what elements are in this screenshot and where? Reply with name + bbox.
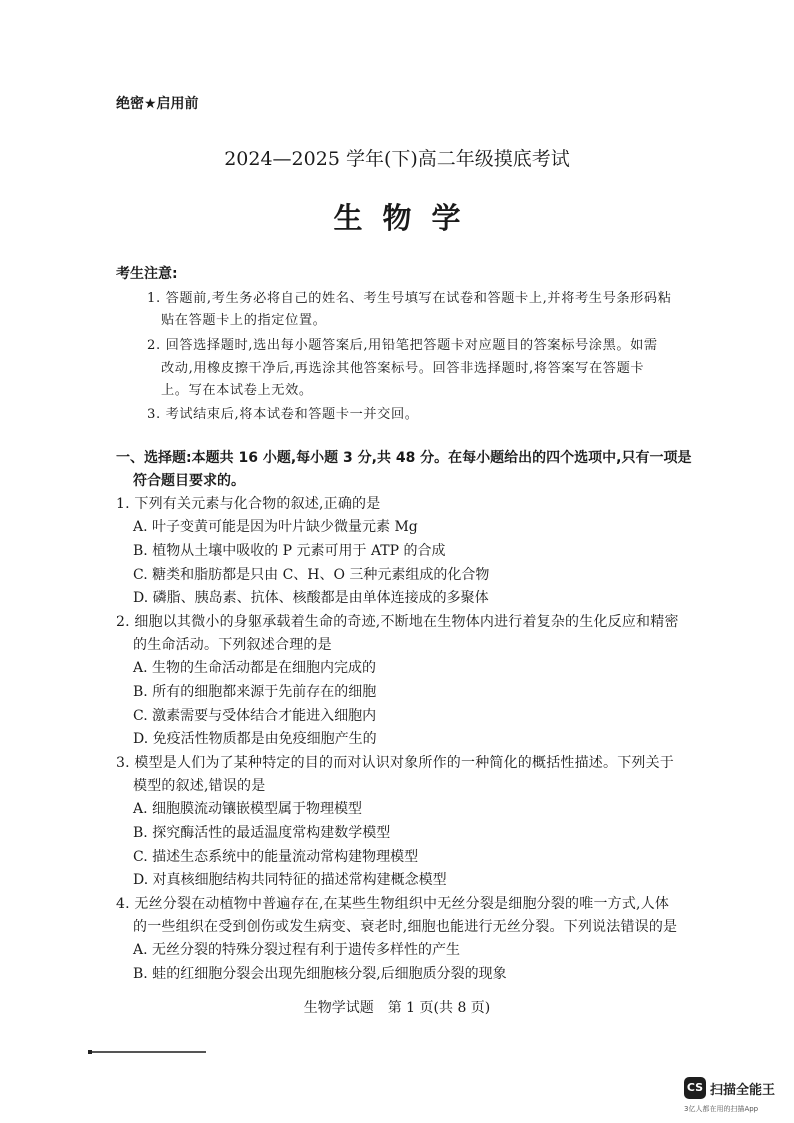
question-2-option-d: D. 免疫活性物质都是由免疫细胞产生的 xyxy=(133,731,377,747)
question-4-stem: 4. 无丝分裂在动植物中普遍存在,在某些生物组织中无丝分裂是细胞分裂的唯一方式,人体 xyxy=(116,896,670,912)
notice-heading: 考生注意: xyxy=(116,266,178,282)
question-1-option-d: D. 磷脂、胰岛素、抗体、核酸都是由单体连接成的多聚体 xyxy=(133,590,489,606)
question-4-stem-continued: 的一些组织在受到创伤或发生病变、衰老时,细胞也能进行无丝分裂。下列说法错误的是 xyxy=(133,919,678,935)
question-1-option-b: B. 植物从土壤中吸收的 P 元素可用于 ATP 的合成 xyxy=(133,543,446,559)
question-4-option-b: B. 蛙的红细胞分裂会出现先细胞核分裂,后细胞质分裂的现象 xyxy=(133,966,507,982)
scan-edge-line xyxy=(88,1051,206,1053)
section-heading: 一、选择题:本题共 16 小题,每小题 3 分,共 48 分。在每小题给出的四个选项中,只有一项是 xyxy=(116,450,692,466)
question-3-stem-continued: 模型的叙述,错误的是 xyxy=(133,778,266,794)
question-2-stem-continued: 的生命活动。下列叙述合理的是 xyxy=(133,637,332,653)
question-3-stem: 3. 模型是人们为了某种特定的目的而对认识对象所作的一种简化的概括性描述。下列关于 xyxy=(116,755,675,771)
camscanner-watermark-name: 扫描全能王 xyxy=(710,1083,776,1098)
notice-line: 贴在答题卡上的指定位置。 xyxy=(161,313,327,328)
question-2-option-a: A. 生物的生命活动都是在细胞内完成的 xyxy=(133,660,377,676)
notice-line: 上。写在本试卷上无效。 xyxy=(161,383,313,398)
question-1-option-c: C. 糖类和脂肪都是只由 C、H、O 三种元素组成的化合物 xyxy=(133,567,490,583)
question-1-stem: 1. 下列有关元素与化合物的叙述,正确的是 xyxy=(116,496,381,512)
question-2-stem: 2. 细胞以其微小的身躯承载着生命的奇迹,不断地在生物体内进行着复杂的生化反应和精密 xyxy=(116,614,679,630)
confidential-label: 绝密★启用前 xyxy=(116,96,199,112)
notice-line: 2. 回答选择题时,选出每小题答案后,用铅笔把答题卡对应题目的答案标号涂黑。如需 xyxy=(147,338,658,353)
question-1-option-a: A. 叶子变黄可能是因为叶片缺少微量元素 Mg xyxy=(133,519,418,535)
scan-edge-mark xyxy=(88,1050,92,1054)
notice-line: 1. 答题前,考生务必将自己的姓名、考生号填写在试卷和答题卡上,并将考生号条形码粘 xyxy=(147,291,672,306)
notice-line: 3. 考试结束后,将本试卷和答题卡一并交回。 xyxy=(147,407,419,422)
question-3-option-b: B. 探究酶活性的最适温度常构建数学模型 xyxy=(133,825,391,841)
question-4-option-a: A. 无丝分裂的特殊分裂过程有利于遗传多样性的产生 xyxy=(133,942,461,958)
page-footer: 生物学试题 第 1 页(共 8 页) xyxy=(303,1000,491,1016)
subject-title: 生物学 xyxy=(333,201,481,235)
question-3-option-a: A. 细胞膜流动镶嵌模型属于物理模型 xyxy=(133,801,363,817)
question-3-option-c: C. 描述生态系统中的能量流动常构建物理模型 xyxy=(133,849,419,865)
exam-title: 2024—2025 学年(下)高二年级摸底考试 xyxy=(224,148,570,170)
section-heading-continued: 符合题目要求的。 xyxy=(133,473,245,489)
camscanner-logo-icon: CS xyxy=(684,1077,706,1099)
question-2-option-b: B. 所有的细胞都来源于先前存在的细胞 xyxy=(133,684,377,700)
question-3-option-d: D. 对真核细胞结构共同特征的描述常构建概念模型 xyxy=(133,872,447,888)
question-2-option-c: C. 激素需要与受体结合才能进入细胞内 xyxy=(133,708,377,724)
notice-line: 改动,用橡皮擦干净后,再选涂其他答案标号。回答非选择题时,将答案写在答题卡 xyxy=(161,361,645,376)
camscanner-watermark-tagline: 3亿人都在用的扫描App xyxy=(684,1105,759,1113)
